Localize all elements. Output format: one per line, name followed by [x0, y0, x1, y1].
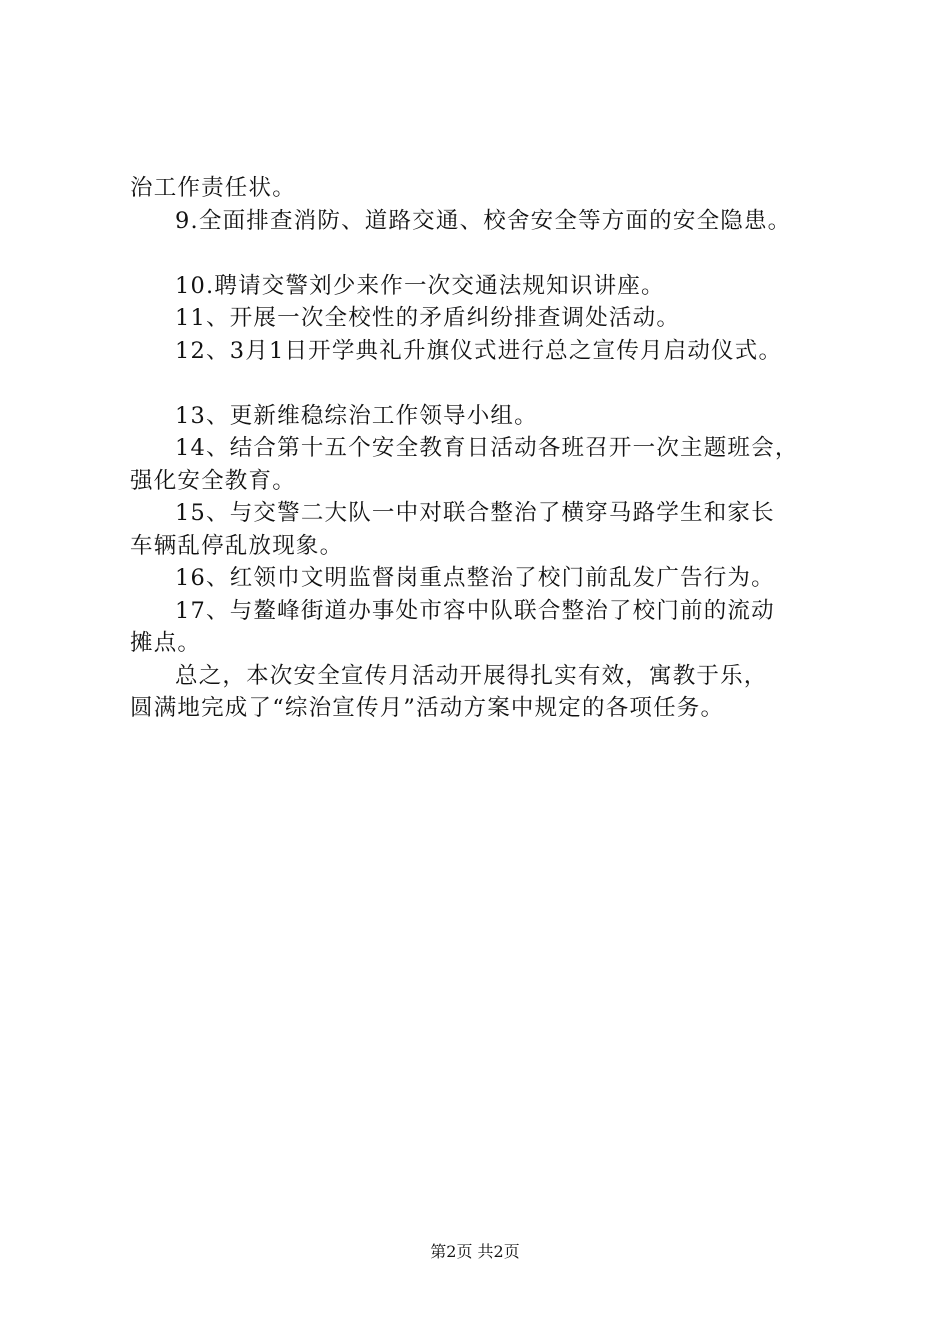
blank-line: [130, 367, 835, 400]
paragraph-line: 13、更新维稳综治工作领导小组。: [175, 402, 538, 429]
paragraph-line: 14、结合第十五个安全教育日活动各班召开一次主题班会，: [175, 435, 799, 461]
paragraph-line: 11、开展一次全校性的矛盾纠纷排查调处活动。: [175, 305, 681, 331]
paragraph-line: 总之，本次安全宣传月活动开展得扎实有效，寓教于乐，: [175, 662, 768, 689]
paragraph-line: 车辆乱停乱放现象。: [130, 532, 344, 559]
paragraph-line: 摊点。: [130, 630, 202, 656]
page-number-label: 第2页 共2页: [430, 1242, 520, 1261]
paragraph-line: 10.聘请交警刘少来作一次交通法规知识讲座。: [175, 272, 665, 299]
paragraph-line: 15、与交警二大队一中对联合整治了横穿马路学生和家长: [175, 500, 775, 526]
paragraph-line: 强化安全教育。: [130, 467, 296, 494]
paragraph-line: 17、与鳌峰街道办事处市容中队联合整治了校门前的流动: [175, 597, 775, 624]
paragraph-line: 治工作责任状。: [130, 175, 296, 201]
paragraph-line: 9.全面排查消防、道路交通、校舍安全等方面的安全隐患。: [175, 207, 792, 234]
page-footer: [0, 1242, 950, 1262]
paragraph-line: 12、3月1日开学典礼升旗仪式进行总之宣传月启动仪式。: [175, 337, 783, 364]
document-body: [130, 172, 835, 725]
paragraph-line: 圆满地完成了“综治宣传月”活动方案中规定的各项任务。: [130, 695, 725, 721]
blank-line: [130, 237, 835, 270]
paragraph-line: 16、红领巾文明监督岗重点整治了校门前乱发广告行为。: [175, 565, 775, 591]
